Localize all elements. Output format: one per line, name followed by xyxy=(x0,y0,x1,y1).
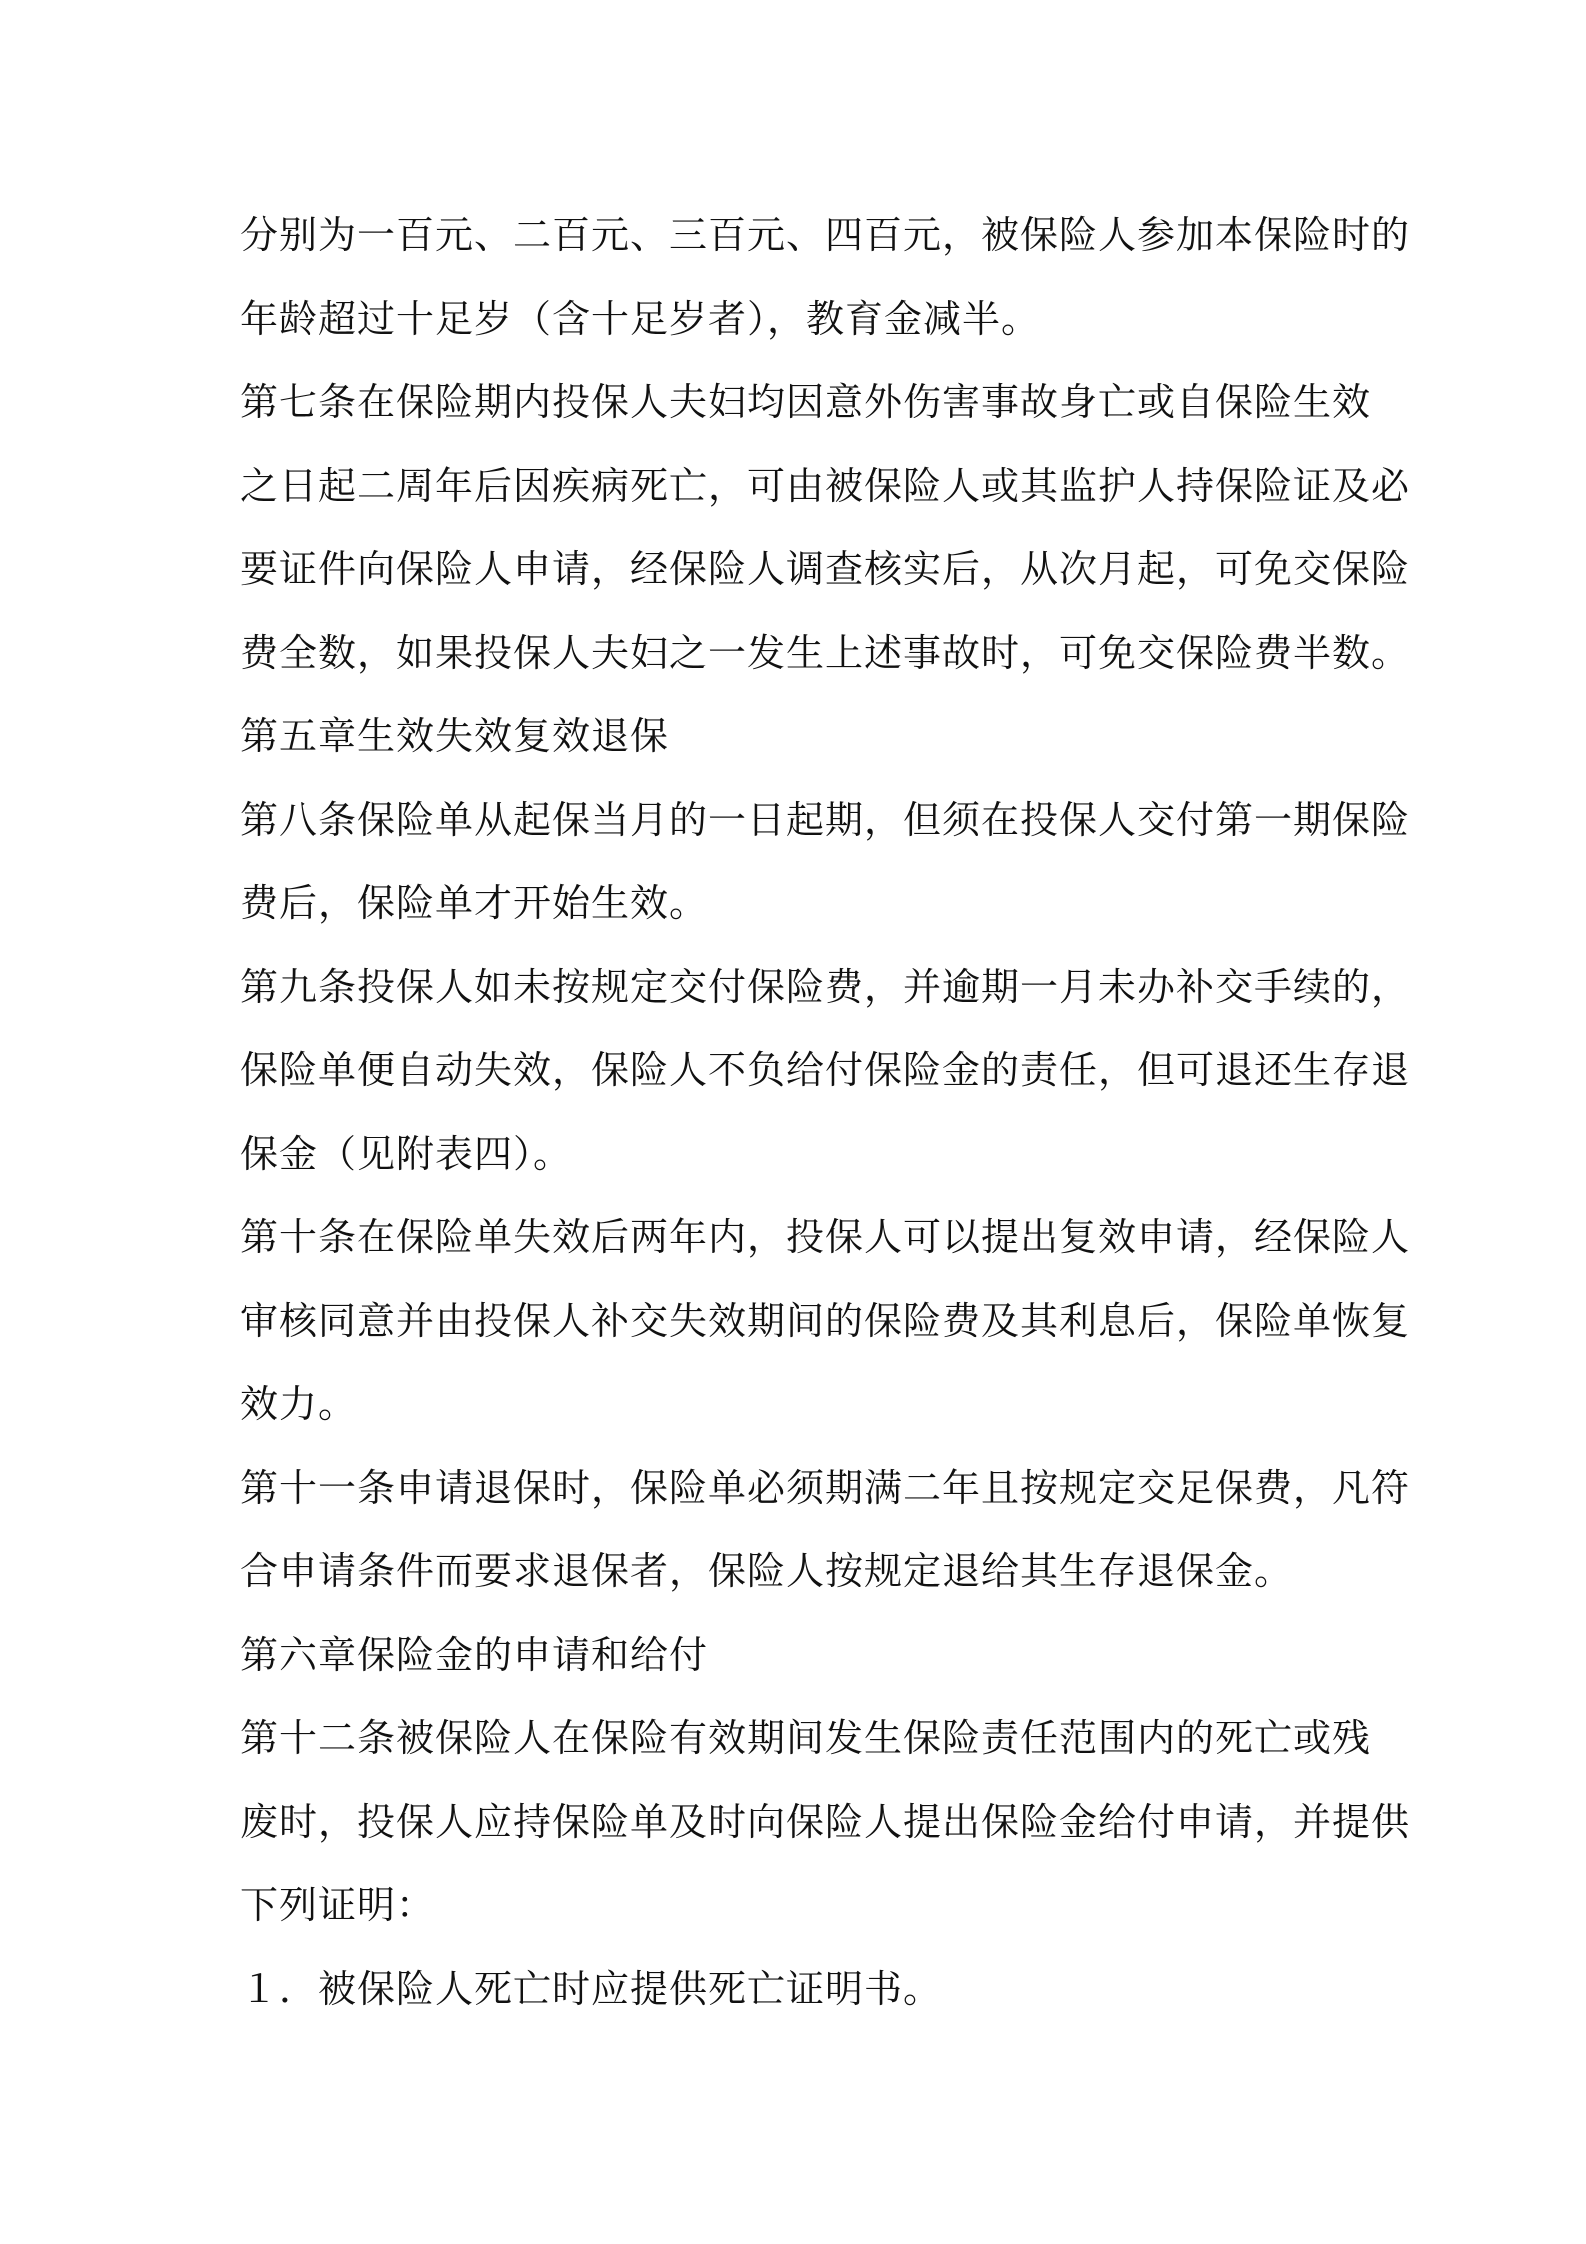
chapter-heading: 第五章生效失效复效退保 xyxy=(240,714,670,758)
text-line: 之日起二周年后因疾病死亡，可由被保险人或其监护人持保险证及必 xyxy=(240,463,1411,508)
text-line: 保险单便自动失效，保险人不负给付保险金的责任，但可退还生存退 xyxy=(240,1048,1411,1092)
text-line: 分别为一百元、二百元、三百元、四百元，被保险人参加本保险时的 xyxy=(240,213,1411,257)
text-line: 费后，保险单才开始生效。 xyxy=(240,881,709,925)
text-line: 年龄超过十足岁（含十足岁者），教育金减半。 xyxy=(240,296,1041,341)
text-line: 第十二条被保险人在保险有效期间发生保险责任范围内的死亡或残 xyxy=(240,1716,1372,1760)
text-line: 第八条保险单从起保当月的一日起期，但须在投保人交付第一期保险 xyxy=(240,797,1411,842)
text-line: 合申请条件而要求退保者，保险人按规定退给其生存退保金。 xyxy=(240,1549,1294,1593)
list-item: １．被保险人死亡时应提供死亡证明书。 xyxy=(240,1966,943,2011)
text-line: 审核同意并由投保人补交失效期间的保险费及其利息后，保险单恢复 xyxy=(240,1298,1411,1343)
text-line: 第七条在保险期内投保人夫妇均因意外伤害事故身亡或自保险生效 xyxy=(240,380,1372,424)
text-line: 下列证明： xyxy=(240,1883,436,1927)
text-line: 保金（见附表四）。 xyxy=(240,1131,573,1176)
text-line: 要证件向保险人申请，经保险人调查核实后，从次月起，可免交保险 xyxy=(240,547,1411,591)
text-line: 第九条投保人如未按规定交付保险费，并逾期一月未办补交手续的， xyxy=(240,964,1411,1009)
chapter-heading: 第六章保险金的申请和给付 xyxy=(240,1632,709,1677)
document-body xyxy=(240,194,1411,2031)
text-line: 废时，投保人应持保险单及时向保险人提出保险金给付申请，并提供 xyxy=(240,1799,1411,1844)
text-line: 第十一条申请退保时，保险单必须期满二年且按规定交足保费，凡符 xyxy=(240,1465,1411,1510)
text-line: 效力。 xyxy=(240,1382,358,1426)
text-line: 费全数，如果投保人夫妇之一发生上述事故时，可免交保险费半数。 xyxy=(240,630,1411,675)
text-line: 第十条在保险单失效后两年内，投保人可以提出复效申请，经保险人 xyxy=(240,1215,1411,1259)
